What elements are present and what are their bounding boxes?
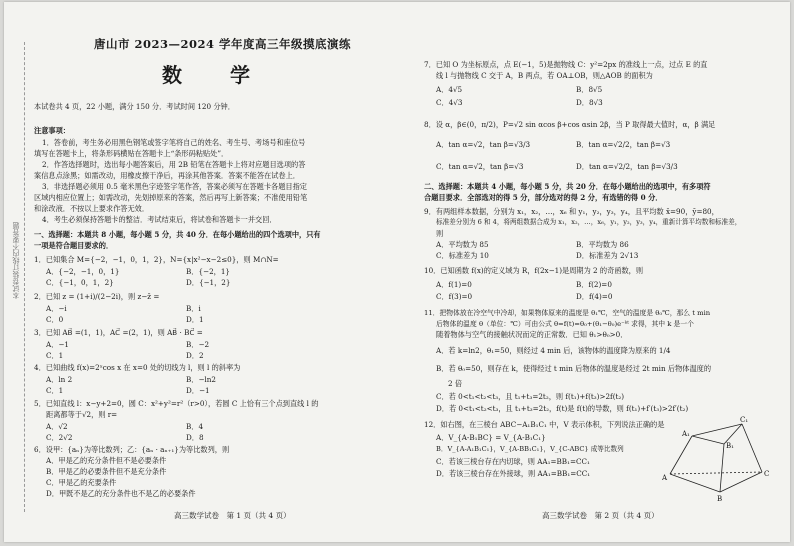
- q7-option-a: A．4√5: [436, 85, 463, 94]
- q5-option-a: A．√2: [46, 422, 68, 431]
- question-7: 7．已知 O 为坐标原点，点 E(−1，5)是抛物线 C：y²=2px 的准线上一点，过点 E 的直: [424, 60, 708, 69]
- note-line: 2．作答选择题时，选出每小题答案后，用 2B 铅笔在答题卡上将对应题目选项的答: [42, 160, 306, 169]
- q11-option-d: D．若 0<t₁<t₂<t₃，且 t₁+t₃=2t₂，f(t)是 f(t)的导数，则 f(t₁)+f′(t₃)>2f′(t₂): [436, 404, 689, 413]
- notes-title: 注意事项：: [34, 126, 70, 135]
- question-6: 6．设甲：{aₙ}为等比数列；乙：{aₙ · aₙ₊₁}为等比数列，则: [34, 445, 230, 454]
- q3-option-d: D．2: [186, 351, 204, 360]
- q9-option-a: A．平均数为 85: [436, 240, 489, 249]
- binding-line: [10, 42, 25, 512]
- q11-option-a: A．若 k=ln2，θ₁=50，则经过 4 min 后，该物体的温度降为原来的 1/4: [436, 346, 671, 355]
- question-4: 4．已知曲线 f(x)=2ˣcos x 在 x=0 处的切线为 l，则 l 的斜率为: [34, 363, 241, 372]
- label-b1: B₁: [726, 442, 734, 450]
- question-5-cont: 距离都等于√2，则 r=: [46, 410, 118, 419]
- q8-option-d: D．tan α=√2/2，tan β=√3/3: [576, 162, 678, 171]
- frustum-figure: [662, 414, 772, 502]
- q6-option-a: A．甲是乙的充分条件但不是必要条件: [46, 456, 167, 465]
- note-line: 填写在答题卡上，将条形码横贴在答题卡上“条形码粘贴处”．: [34, 149, 229, 158]
- edge-bb1: [720, 444, 724, 492]
- label-c1: C₁: [740, 416, 749, 424]
- question-7-cont: 线 l 与抛物线 C 交于 A，B 两点，若 OA⊥OB，则△AOB 的面积为: [436, 71, 653, 80]
- q8-option-b: B．tan α=√2/2，tan β=√3: [576, 140, 671, 149]
- q12-option-d: D．若该三棱台存在外接球，则 AA₁=BB₁=CC₁: [436, 469, 591, 478]
- note-line: 4．考生必须保持答题卡的整洁．考试结束后，将试卷和答题卡一并交回．: [42, 215, 277, 224]
- section-1-heading: 一、选择题：本题共 8 小题，每小题 5 分，共 40 分．在每小题给出的四个选项中，只有: [34, 230, 321, 239]
- question-1: 1．已知集合 M={−2，−1，0，1，2}，N={x|x²−x−2≤0}，则 M∩N=: [34, 255, 279, 264]
- section-2-heading-cont: 合题目要求．全部选对的得 5 分，部分选对的得 2 分，有选错的得 0 分．: [424, 193, 663, 202]
- question-11: 11．把物体放在冷空气中冷却，如果物体原来的温度是 θ₁℃，空气的温度是 θ₀℃，那么 t min: [424, 309, 711, 317]
- section-2-heading: 二、选择题：本题共 4 小题，每小题 5 分，共 20 分．在每小题给出的选项中，有多项符: [424, 182, 711, 191]
- edge-a1c1: [692, 424, 742, 436]
- q11-option-b-cont: 2 倍: [448, 379, 463, 388]
- edge-cc1: [742, 424, 762, 472]
- note-line: 1．答卷前，考生务必用黑色钢笔或签字笔将自己的姓名、考生号、考场号和座位号: [42, 138, 306, 147]
- q9-option-b: B．平均数为 86: [576, 240, 629, 249]
- q4-option-c: C．1: [46, 386, 64, 395]
- q9-option-d: D．标准差为 2√13: [576, 251, 639, 260]
- question-11-cont2: 随着物体与空气的接触状况而定的正常数．已知 θ₁>θ₀>0．: [436, 330, 628, 339]
- question-5: 5．已知直线 l：x−y+2=0，圆 C：x²+y²=r²（r>0），若圆 C 上恰有三个点到直线 l 的: [34, 399, 319, 408]
- q8-option-c: C．tan α=√2，tan β=√3: [436, 162, 524, 171]
- edge-a1b1: [692, 436, 724, 444]
- edge-ac: [670, 472, 762, 474]
- question-8: 8．设 α，β∈(0，π/2)，P=√2 sin αcos β+cos αsin 2β，当 P 取得最大值时，α，β 满足: [424, 120, 716, 129]
- q4-option-a: A．ln 2: [46, 375, 73, 384]
- q7-option-b: B．8√5: [576, 85, 603, 94]
- question-12: 12．如右图，在三棱台 ABC−A₁B₁C₁ 中，V 表示体积，下列说法正确的是: [424, 420, 665, 429]
- question-2: 2．已知 z = (1+i)/(2−2i)，则 z−z̄ =: [34, 292, 160, 301]
- q2-option-d: D．1: [186, 315, 204, 324]
- question-9: 9．有两组样本数据，分别为 x₁，x₂，…，x₆ 和 y₁，y₂，y₃，y₄，且平均数 x̄=90，ȳ=80，: [424, 207, 719, 216]
- page-1-footer: 高三数学试卷 第 1 页（共 4 页）: [174, 511, 291, 520]
- q12-option-a: A．V_{A-B₁BC} = V_{A-B₁C₁}: [436, 433, 546, 442]
- subject-title: 数 学: [162, 63, 264, 87]
- q11-option-c: C．若 0<t₁<t₂<t₃，且 t₁+t₃=2t₂，则 f(t₁)+f(t₃)>2f(t₂): [436, 392, 625, 401]
- q6-option-d: D．甲既不是乙的充分条件也不是乙的必要条件: [46, 489, 196, 498]
- q7-option-c: C．4√3: [436, 98, 463, 107]
- q5-option-c: C．2√2: [46, 433, 73, 442]
- q2-option-a: A．−i: [46, 304, 67, 313]
- question-10: 10．已知函数 f(x)的定义域为 R，f(2x−1)是周期为 2 的奇函数，则: [424, 266, 644, 275]
- exam-info: 本试卷共 4 页，22 小题，满分 150 分．考试时间 120 分钟．: [34, 102, 235, 111]
- q2-option-b: B．i: [186, 304, 201, 313]
- page-2: [424, 2, 784, 542]
- q1-option-d: D．{−1，2}: [186, 278, 231, 287]
- question-9-cont: 标准差分别为 6 和 4，将两组数据合成为 x₁，x₂，…，x₆，y₁，y₂，y₃，y₄，重新计算平均数和标准差，: [436, 218, 742, 226]
- exam-title: 唐山市 2023—2024 学年度高三年级摸底演练: [94, 37, 352, 51]
- edge-ab: [670, 474, 720, 492]
- q3-option-b: B．−2: [186, 340, 210, 349]
- q7-option-d: D．8√3: [576, 98, 603, 107]
- section-1-heading-cont: 一项是符合题目要求的．: [34, 241, 114, 250]
- question-3: 3．已知 AB⃗ =(1，1)，AC⃗ =(2，1)，则 AB⃗ · BC⃗ =: [34, 328, 203, 337]
- label-b: B: [717, 495, 723, 502]
- edge-bc: [720, 472, 762, 492]
- edge-aa1: [670, 436, 692, 474]
- q4-option-b: B．−ln2: [186, 375, 216, 384]
- page-2-footer: 高三数学试卷 第 2 页（共 4 页）: [542, 511, 659, 520]
- label-a: A: [662, 474, 668, 482]
- edge-b1c1: [724, 424, 742, 444]
- question-11-cont: 后物体的温度 θ（单位：℃）可由公式 θ=f(t)=θ₀+(θ₁−θ₀)e⁻ᵏᵗ 求得，其中 k 是一个: [436, 320, 694, 328]
- q10-option-c: C．f(3)=0: [436, 292, 473, 301]
- q12-option-b: B．V_{A-A₁B₁C₁}，V_{A-BB₁C₁}，V_{C-ABC} 成等比数列: [436, 445, 624, 453]
- q10-option-b: B．f(2)=0: [576, 280, 612, 289]
- q9-option-c: C．标准差为 10: [436, 251, 489, 260]
- exam-sheet: [4, 2, 790, 542]
- question-9-cont2: 则: [436, 229, 444, 238]
- q1-option-b: B．{−2，1}: [186, 267, 230, 276]
- q6-option-b: B．甲是乙的必要条件但不是充分条件: [46, 467, 167, 476]
- note-line: 和涂改液．不按以上要求作答无效．: [34, 204, 150, 213]
- q1-option-a: A．{−2，−1，0，1}: [46, 267, 120, 276]
- q12-option-c: C．若该三棱台存在内切球，则 AA₁=BB₁=CC₁: [436, 457, 590, 466]
- q6-option-c: C．甲是乙的充要条件: [46, 478, 117, 487]
- note-line: 案信息点涂黑；如需改动，用橡皮擦干净后，再涂其他答案．答案不能答在试卷上．: [34, 171, 300, 180]
- note-line: 区域内相应位置上；如需改动，先划掉原来的答案，然后再写上新答案；不准使用铅笔: [34, 193, 308, 202]
- label-c: C: [764, 470, 770, 478]
- note-line: 3．非选择题必须用 0.5 毫米黑色字迹签字笔作答，答案必须写在答题卡各题目指定: [42, 182, 307, 191]
- q1-option-c: C．{−1，0，1，2}: [46, 278, 114, 287]
- q3-option-a: A．−1: [46, 340, 69, 349]
- q3-option-c: C．1: [46, 351, 64, 360]
- q5-option-b: B．4: [186, 422, 204, 431]
- label-a1: A₁: [682, 430, 690, 438]
- q10-option-d: D．f(4)=0: [576, 292, 613, 301]
- q8-option-a: A．tan α=√2，tan β=√3/3: [436, 140, 531, 149]
- q4-option-d: D．−1: [186, 386, 210, 395]
- page-1: [34, 2, 394, 542]
- q5-option-d: D．8: [186, 433, 204, 442]
- q2-option-c: C．0: [46, 315, 64, 324]
- q11-option-b: B．若 θ₀=50，则存在 k，使得经过 t min 后物体的温度是经过 2t min 后物体温度的: [436, 364, 712, 373]
- q10-option-a: A．f(1)=0: [436, 280, 472, 289]
- binding-text: 本试卷装订线内不要答题: [12, 222, 20, 299]
